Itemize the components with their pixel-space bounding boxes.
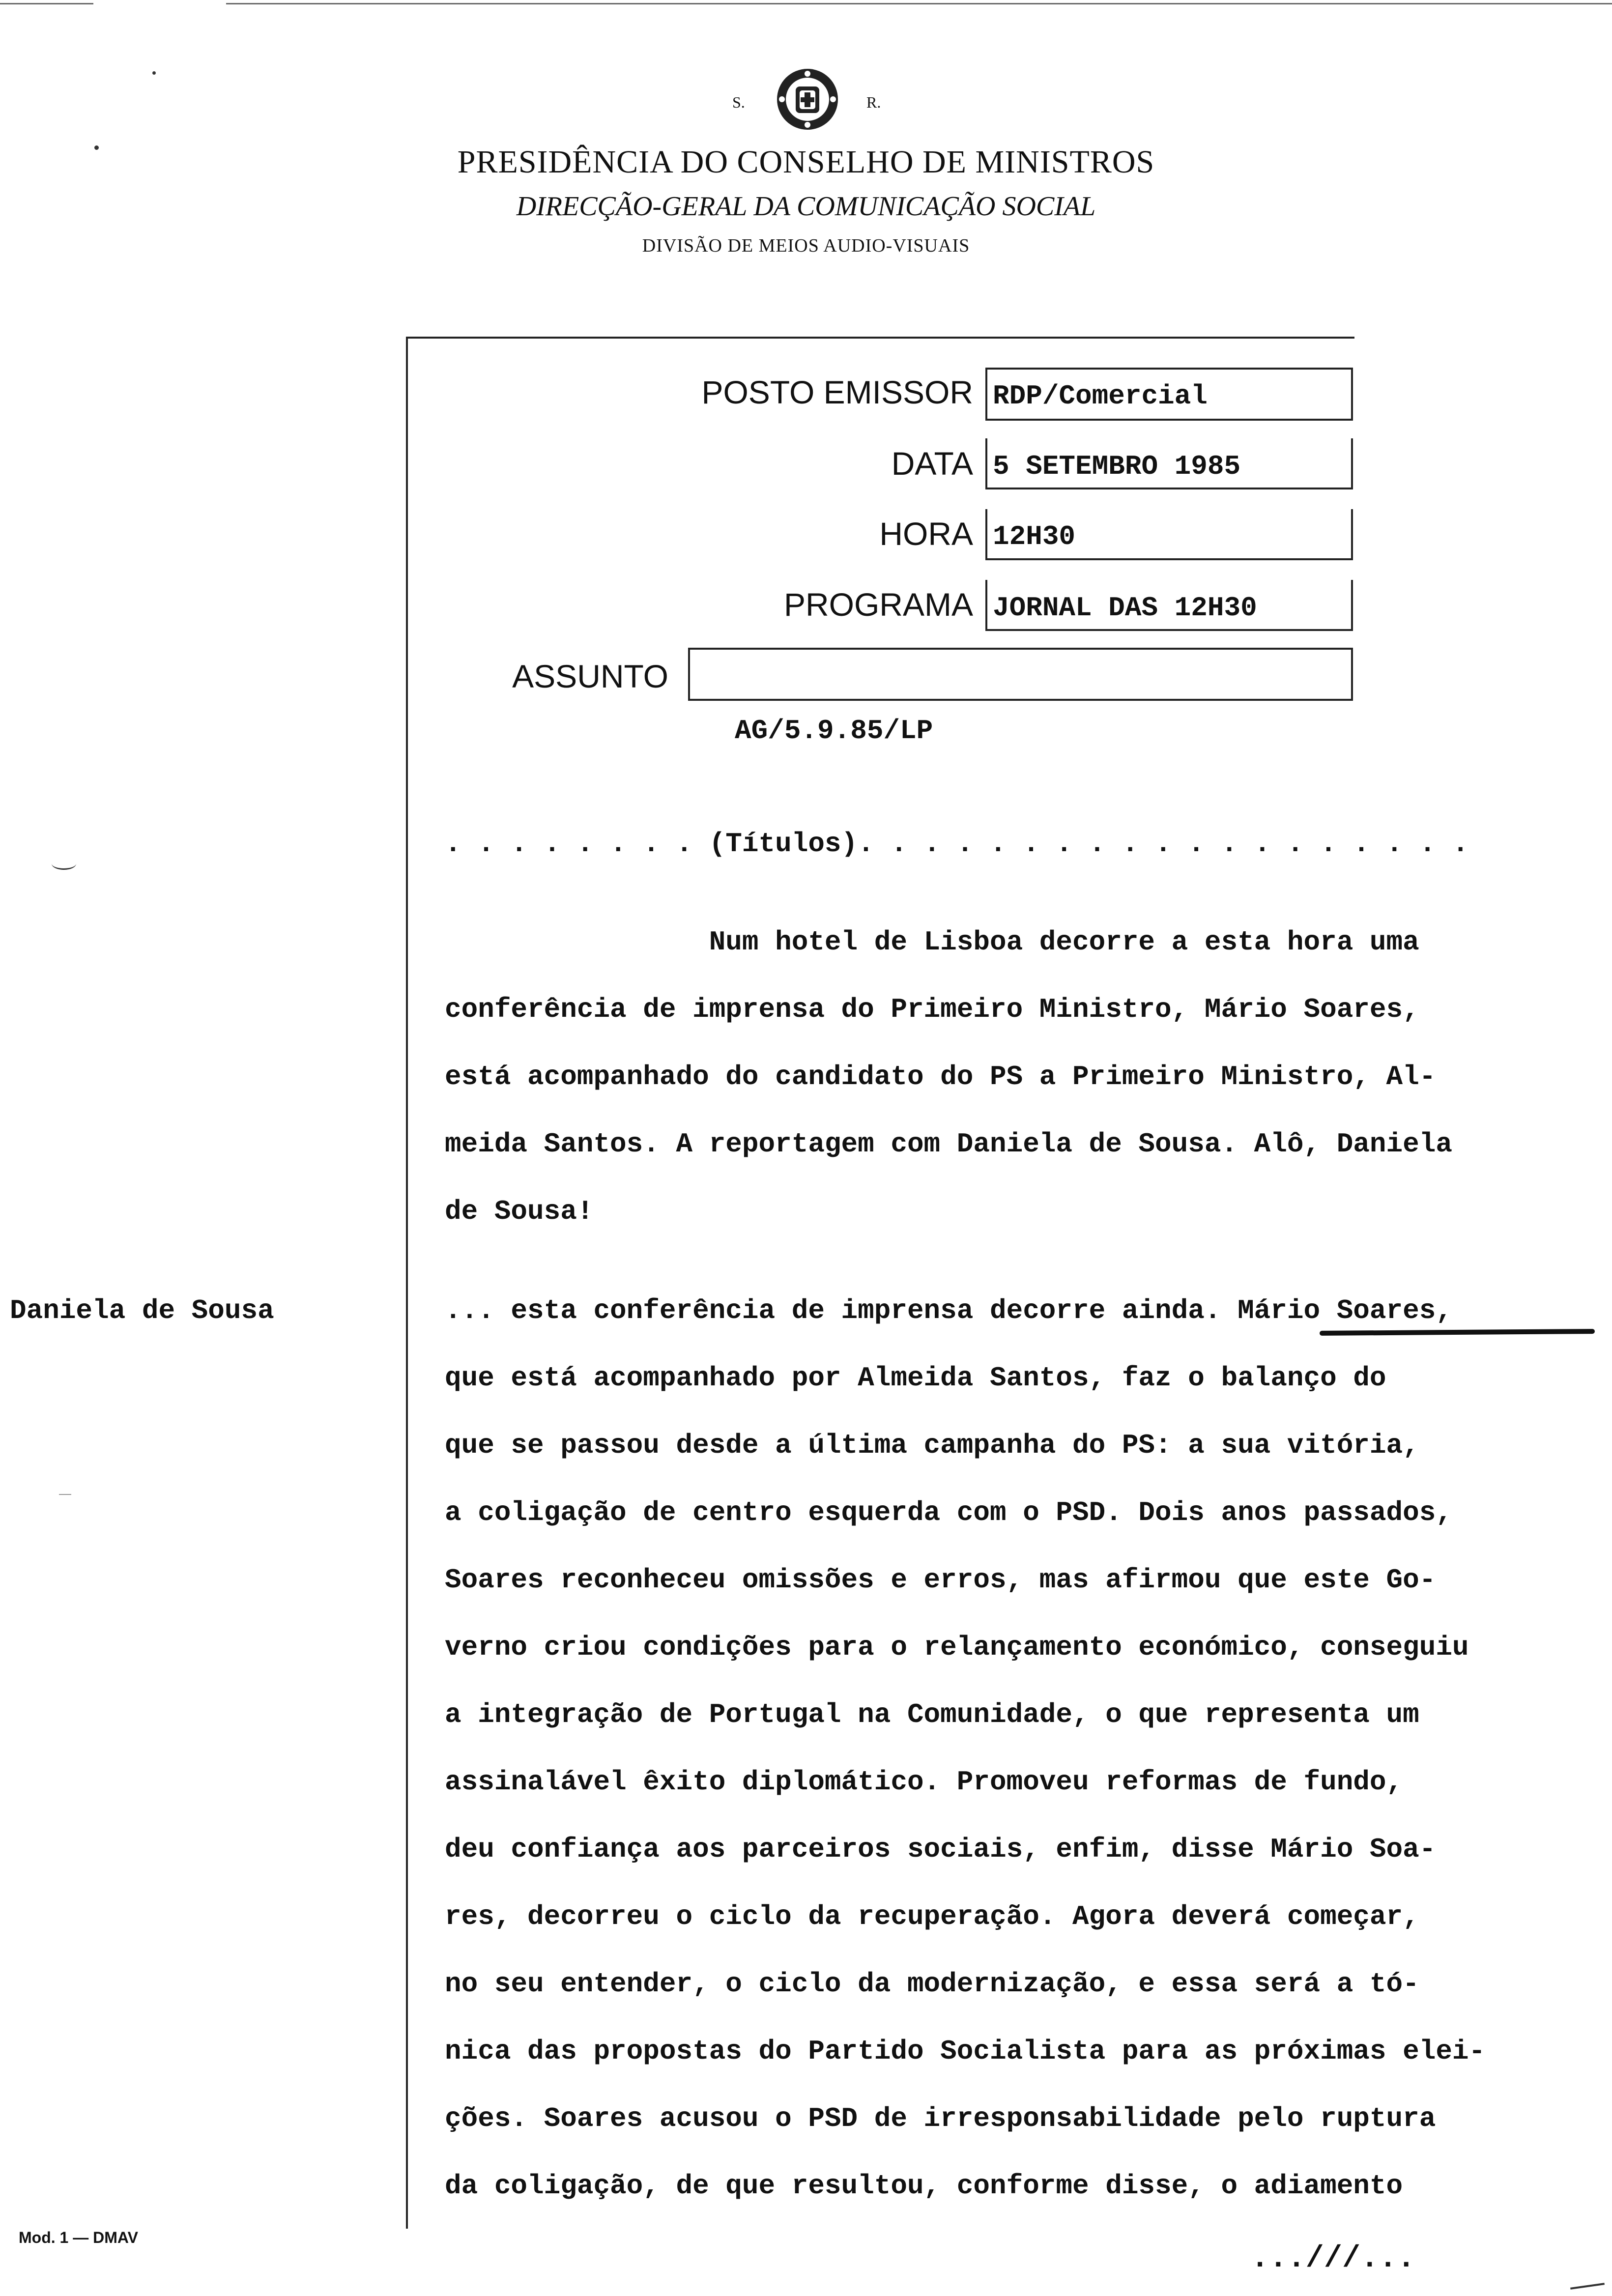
header-s-label: S. [732, 93, 745, 111]
report-line: res, decorreu o ciclo da recuperação. Agora deverá começar, [445, 1901, 1419, 1932]
directorate-subtitle: DIRECÇÃO-GERAL DA COMUNICAÇÃO SOCIAL [516, 191, 1096, 222]
report-line: deu confiança aos parceiros sociais, enfim, disse Mário Soa- [445, 1834, 1436, 1865]
form-frame-left [406, 337, 408, 2229]
report-line: que se passou desde a última campanha do PS: a sua vitória, [445, 1430, 1419, 1461]
report-line: a integração de Portugal na Comunidade, o que representa um [445, 1699, 1419, 1730]
scan-rule [226, 3, 1612, 4]
report-line: Soares reconheceu omissões e erros, mas afirmou que este Go- [445, 1564, 1436, 1596]
ministry-title: PRESIDÊNCIA DO CONSELHO DE MINISTROS [457, 144, 1155, 180]
intro-line: Num hotel de Lisboa decorre a esta hora uma [445, 926, 1419, 958]
form-frame-top [406, 337, 1354, 339]
intro-line: de Sousa! [445, 1196, 594, 1227]
assunto-field [688, 648, 1353, 701]
report-line: assinalável êxito diplomático. Promoveu reformas de fundo, [445, 1766, 1403, 1798]
scan-mark [59, 1494, 71, 1495]
intro-line: está acompanhado do candidato do PS a Primeiro Ministro, Al- [445, 1061, 1436, 1092]
report-line: ções. Soares acusou o PSD de irresponsabilidade pelo ruptura [445, 2103, 1436, 2134]
data-value: 5 SETEMBRO 1985 [993, 451, 1241, 482]
hora-label: HORA [879, 516, 973, 552]
report-line: no seu entender, o ciclo da modernização, e essa será a tó- [445, 1968, 1419, 2000]
intro-line: conferência de imprensa do Primeiro Ministro, Mário Soares, [445, 994, 1419, 1025]
continuation-mark: ...///... [1251, 2241, 1415, 2276]
scan-mark [52, 858, 76, 870]
programa-value: JORNAL DAS 12H30 [993, 592, 1257, 624]
assunto-label: ASSUNTO [512, 658, 668, 694]
scan-speck [152, 71, 156, 75]
posto-emissor-value: RDP/Comercial [993, 380, 1208, 412]
scan-rule [0, 3, 93, 4]
handwritten-underline [1320, 1329, 1595, 1336]
form-code: Mod. 1 — DMAV [19, 2229, 138, 2246]
data-label: DATA [891, 445, 973, 482]
programa-label: PROGRAMA [783, 586, 973, 623]
report-line: verno criou condições para o relançamento económico, conseguiu [445, 1632, 1469, 1663]
scan-mark [1570, 2283, 1605, 2290]
report-line: da coligação, de que resultou, conforme disse, o adiamento [445, 2170, 1403, 2202]
speaker-name: Daniela de Sousa [10, 1295, 274, 1326]
header-r-label: R. [866, 93, 881, 111]
posto-emissor-label: POSTO EMISSOR [701, 374, 973, 410]
document-reference: AG/5.9.85/LP [735, 715, 933, 746]
intro-line: meida Santos. A reportagem com Daniela de Sousa. Alô, Daniela [445, 1128, 1452, 1160]
coat-of-arms-seal [773, 65, 842, 134]
report-line: que está acompanhado por Almeida Santos, faz o balanço do [445, 1362, 1386, 1394]
report-line: ... esta conferência de imprensa decorre ainda. Mário Soares, [445, 1295, 1452, 1326]
titles-line: . . . . . . . . (Títulos). . . . . . . . . . . . . . . . . . . [445, 828, 1469, 860]
report-line: nica das propostas do Partido Socialista para as próximas elei- [445, 2036, 1486, 2067]
hora-value: 12H30 [993, 521, 1076, 552]
report-line: a coligação de centro esquerda com o PSD. Dois anos passados, [445, 1497, 1452, 1528]
division-subtitle: DIVISÃO DE MEIOS AUDIO-VISUAIS [642, 235, 970, 256]
